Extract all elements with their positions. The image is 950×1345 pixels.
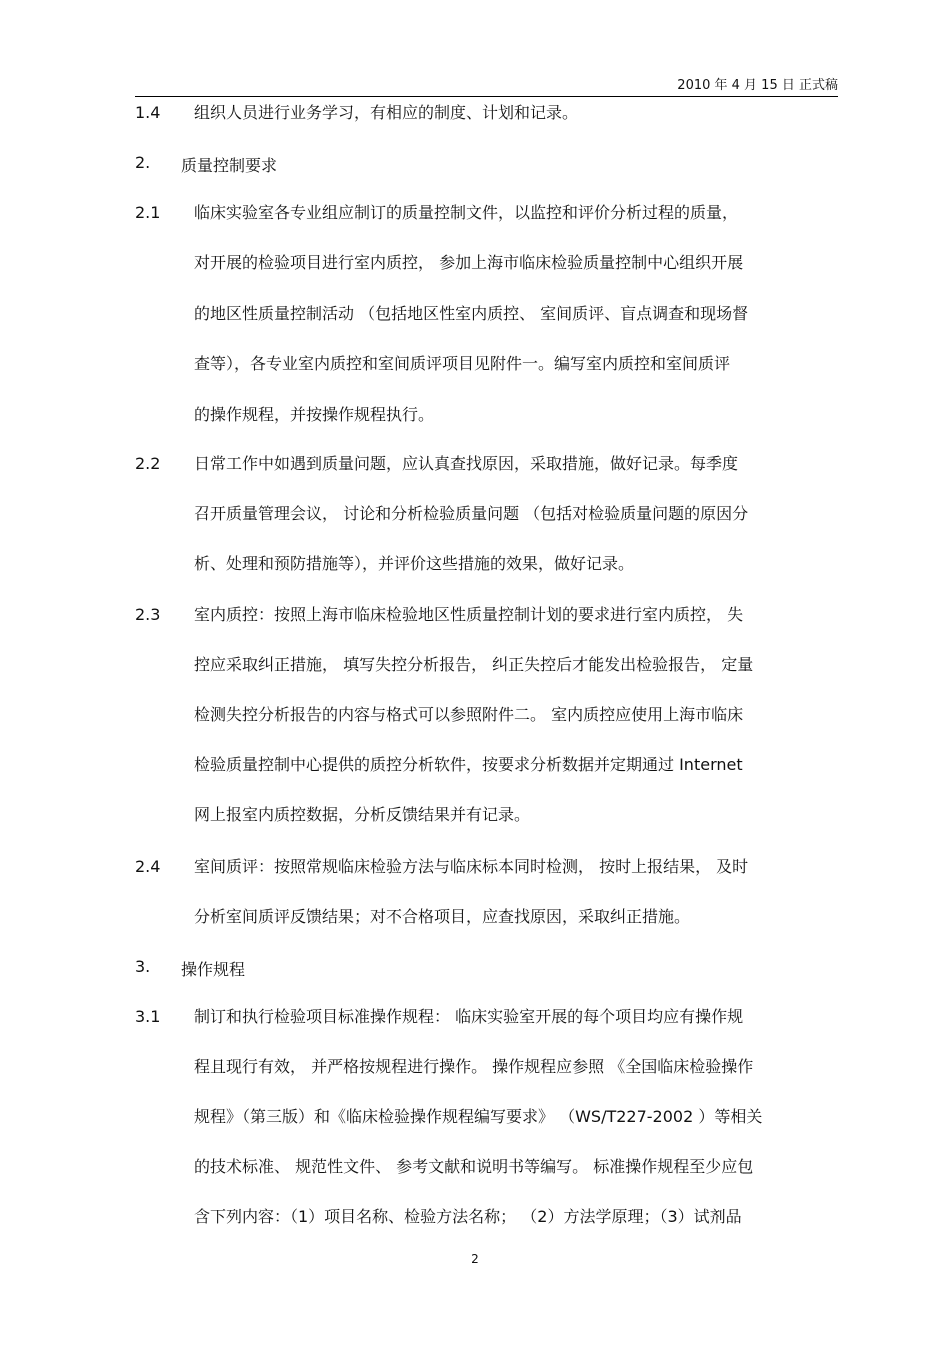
- paragraph-line: 检测失控分析报告的内容与格式可以参照附件二。 室内质控应使用上海市临床: [194, 705, 744, 724]
- paragraph-line: 对开展的检验项目进行室内质控， 参加上海市临床检验质量控制中心组织开展: [194, 253, 744, 272]
- section-number: 2.4: [135, 857, 161, 876]
- section-number: 2.3: [135, 605, 161, 624]
- header-text: 2010 年 4 月 15 日 正式稿: [677, 78, 838, 93]
- section-number: 3.1: [135, 1007, 161, 1026]
- paragraph-line: 临床实验室各专业组应制订的质量控制文件，以监控和评价分析过程的质量，: [194, 203, 739, 222]
- paragraph-line: 含下列内容：（1）项目名称、检验方法名称； （2）方法学原理；（3）试剂品: [194, 1207, 742, 1226]
- page-number: 2: [471, 1252, 479, 1266]
- paragraph-line: 分析室间质评反馈结果；对不合格项目，应查找原因，采取纠正措施。: [194, 907, 691, 926]
- paragraph-line: 的操作规程，并按操作规程执行。: [194, 405, 435, 424]
- section-number: 2.2: [135, 454, 161, 473]
- section-number: 2.1: [135, 203, 161, 222]
- paragraph-line: 的地区性质量控制活动 （包括地区性室内质控、 室间质评、盲点调查和现场督: [194, 304, 749, 323]
- paragraph-line: 室间质评：按照常规临床检验方法与临床标本同时检测， 按时上报结果， 及时: [194, 857, 749, 876]
- paragraph-line: 的技术标准、 规范性文件、 参考文献和说明书等编写。 标准操作规程至少应包: [194, 1157, 754, 1176]
- paragraph-line: 析、处理和预防措施等），并评价这些措施的效果，做好记录。: [194, 554, 635, 573]
- paragraph-line: 规程》（第三版）和《临床检验操作规程编写要求》 （WS/T227-2002 ）等相关: [194, 1107, 763, 1126]
- paragraph-line: 组织人员进行业务学习，有相应的制度、计划和记录。: [194, 103, 579, 122]
- paragraph-line: 日常工作中如遇到质量问题，应认真查找原因，采取措施，做好记录。每季度: [194, 454, 739, 473]
- section-title: 质量控制要求: [181, 156, 278, 175]
- section-number: 2.: [135, 153, 151, 172]
- paragraph-line: 召开质量管理会议， 讨论和分析检验质量问题 （包括对检验质量问题的原因分: [194, 504, 749, 523]
- paragraph-line: 室内质控：按照上海市临床检验地区性质量控制计划的要求进行室内质控， 失: [194, 605, 744, 624]
- page-header: [135, 72, 838, 97]
- section-title: 操作规程: [181, 960, 246, 979]
- paragraph-line: 检验质量控制中心提供的质控分析软件，按要求分析数据并定期通过 Internet: [194, 755, 743, 774]
- paragraph-line: 程且现行有效， 并严格按规程进行操作。 操作规程应参照 《全国临床检验操作: [194, 1057, 754, 1076]
- paragraph-line: 网上报室内质控数据，分析反馈结果并有记录。: [194, 805, 531, 824]
- section-number: 1.4: [135, 103, 161, 122]
- paragraph-line: 查等），各专业室内质控和室间质评项目见附件一。编写室内质控和室间质评: [194, 354, 731, 373]
- paragraph-line: 制订和执行检验项目标准操作规程： 临床实验室开展的每个项目均应有操作规: [194, 1007, 744, 1026]
- paragraph-line: 控应采取纠正措施， 填写失控分析报告， 纠正失控后才能发出检验报告， 定量: [194, 655, 754, 674]
- section-number: 3.: [135, 957, 151, 976]
